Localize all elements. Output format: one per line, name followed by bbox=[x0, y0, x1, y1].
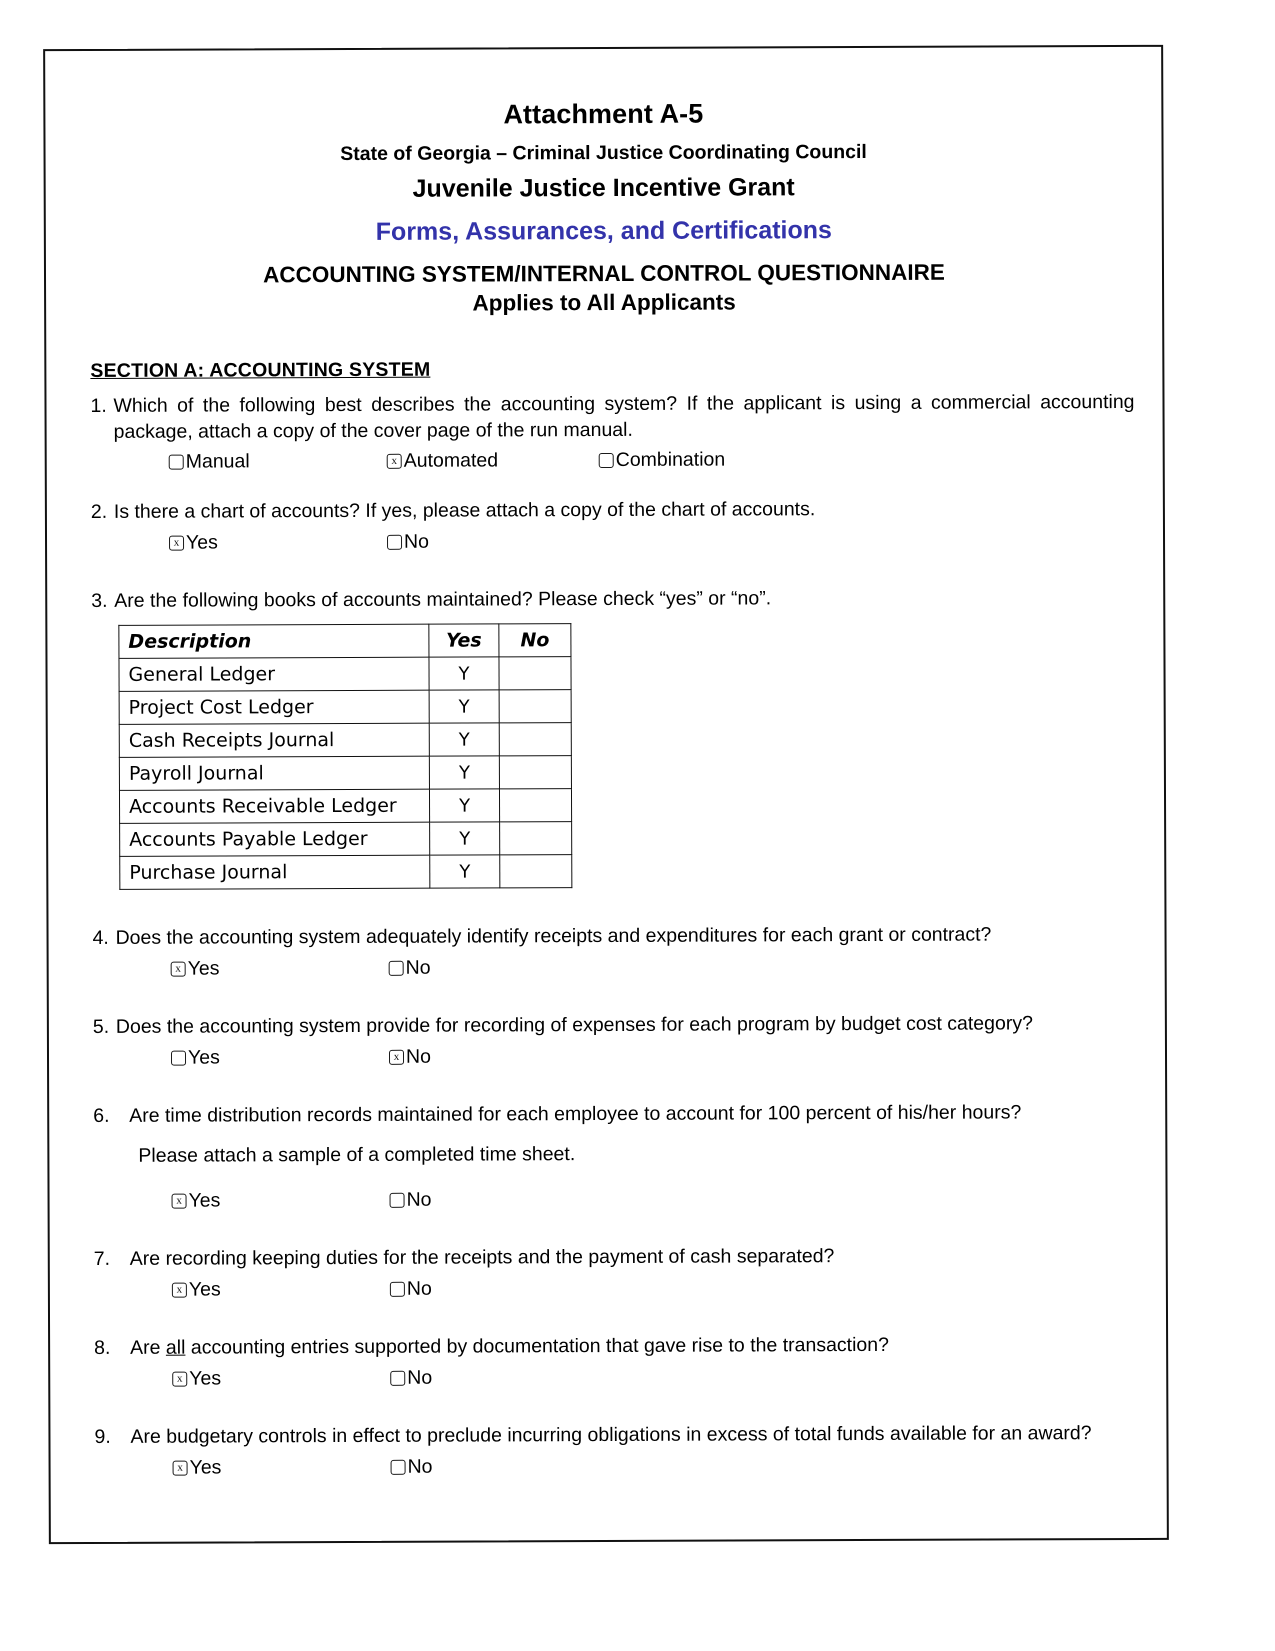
table-row bbox=[120, 822, 572, 857]
question-9-number: 9. bbox=[94, 1425, 111, 1448]
table-row bbox=[119, 723, 571, 758]
checkbox-q8-no[interactable] bbox=[390, 1371, 405, 1386]
checkbox-q2-no[interactable] bbox=[387, 535, 402, 550]
option-manual[interactable] bbox=[169, 450, 387, 474]
option-no[interactable] bbox=[391, 1455, 603, 1479]
option-q2-yes-label: Yes bbox=[185, 531, 218, 554]
option-automated-label: Automated bbox=[403, 449, 499, 473]
questionnaire-title-line1: ACCOUNTING SYSTEM/INTERNAL CONTROL QUESTIONNAIRE bbox=[263, 259, 945, 288]
checkbox-q4-yes[interactable] bbox=[171, 962, 186, 977]
row-description: Purchase Journal bbox=[120, 855, 430, 889]
row-yes[interactable]: Y bbox=[430, 855, 500, 888]
questionnaire-title bbox=[68, 258, 1140, 320]
option-q4-no-label: No bbox=[405, 956, 431, 979]
table-row bbox=[119, 756, 571, 791]
option-q7-yes-label: Yes bbox=[188, 1278, 221, 1301]
option-yes[interactable] bbox=[171, 957, 389, 981]
question-6-text: Are time distribution records maintained for each employee to account for 100 percent of his/her hours? bbox=[129, 1101, 1022, 1127]
row-description: Project Cost Ledger bbox=[119, 690, 429, 724]
option-q5-yes-label: Yes bbox=[187, 1046, 220, 1069]
option-yes[interactable] bbox=[173, 1456, 391, 1480]
checkbox-q5-no[interactable] bbox=[389, 1050, 404, 1065]
row-description: Accounts Receivable Ledger bbox=[119, 789, 429, 823]
checkbox-combination[interactable] bbox=[599, 453, 614, 468]
question-7 bbox=[94, 1243, 1138, 1273]
question-1 bbox=[90, 390, 1134, 446]
row-yes[interactable]: Y bbox=[429, 789, 499, 822]
column-header-yes: Yes bbox=[429, 624, 499, 657]
question-8-text-before: Are bbox=[130, 1336, 166, 1359]
question-8 bbox=[94, 1332, 1138, 1362]
question-2-number: 2. bbox=[90, 501, 108, 524]
section-a-heading: SECTION A: ACCOUNTING SYSTEM bbox=[90, 358, 431, 382]
option-no[interactable] bbox=[390, 1277, 602, 1301]
questionnaire-title-line2: Applies to All Applicants bbox=[472, 289, 736, 316]
column-header-description: Description bbox=[119, 624, 429, 658]
agency-line: State of Georgia – Criminal Justice Coordinating Council bbox=[340, 140, 867, 166]
option-yes[interactable] bbox=[172, 1278, 390, 1302]
question-4-text: Does the accounting system adequately identify receipts and expenditures for each grant or contract? bbox=[115, 923, 992, 950]
option-q6-yes-label: Yes bbox=[188, 1189, 221, 1212]
row-yes[interactable]: Y bbox=[429, 690, 499, 723]
question-3-number: 3. bbox=[91, 590, 108, 613]
option-yes[interactable] bbox=[171, 1046, 389, 1070]
row-no[interactable] bbox=[499, 723, 571, 756]
option-combination[interactable] bbox=[599, 449, 726, 472]
question-1-text: Which of the following best describes the accounting system? If the applicant is using a commercial accounting package, attach a copy of the cover page of the run manual. bbox=[113, 390, 1135, 443]
question-7-text: Are recording keeping duties for the receipts and the payment of cash separated? bbox=[129, 1245, 835, 1270]
option-manual-label: Manual bbox=[185, 450, 250, 474]
form-body bbox=[68, 356, 1144, 1480]
checkbox-manual[interactable] bbox=[169, 455, 184, 470]
row-yes[interactable]: Y bbox=[430, 822, 500, 855]
checkbox-q5-yes[interactable] bbox=[171, 1051, 186, 1066]
checkbox-q6-no[interactable] bbox=[390, 1193, 405, 1208]
question-7-number: 7. bbox=[93, 1247, 111, 1270]
question-6-number: 6. bbox=[93, 1105, 110, 1128]
option-q6-no-label: No bbox=[406, 1188, 432, 1211]
question-2-text: Is there a chart of accounts? If yes, please attach a copy of the chart of accounts. bbox=[113, 498, 816, 524]
table-row bbox=[119, 657, 571, 692]
question-9-text: Are budgetary controls in effect to preclude incurring obligations in excess of total funds available for an award? bbox=[130, 1421, 1092, 1448]
option-q8-yes-label: Yes bbox=[189, 1367, 222, 1390]
row-yes[interactable]: Y bbox=[429, 657, 499, 690]
row-description: Accounts Payable Ledger bbox=[120, 822, 430, 856]
option-yes[interactable] bbox=[169, 531, 387, 555]
question-8-text bbox=[124, 1332, 1138, 1362]
row-yes[interactable]: Y bbox=[429, 756, 499, 789]
question-9-options bbox=[95, 1453, 1139, 1480]
question-3 bbox=[91, 585, 1135, 615]
option-q9-no-label: No bbox=[407, 1455, 433, 1478]
checkbox-q9-yes[interactable] bbox=[173, 1460, 188, 1475]
option-q5-no-label: No bbox=[405, 1045, 431, 1068]
question-4 bbox=[93, 922, 1137, 952]
option-yes[interactable] bbox=[172, 1189, 390, 1213]
table-row bbox=[119, 789, 571, 824]
row-no[interactable] bbox=[500, 822, 572, 855]
question-8-emphasis: all bbox=[165, 1336, 186, 1359]
checkbox-q6-yes[interactable] bbox=[172, 1194, 187, 1209]
checkbox-q4-no[interactable] bbox=[389, 961, 404, 976]
question-4-number: 4. bbox=[92, 927, 109, 950]
table-row bbox=[120, 855, 572, 890]
row-description: Cash Receipts Journal bbox=[119, 723, 429, 757]
question-8-number: 8. bbox=[94, 1336, 111, 1359]
question-5-text: Does the accounting system provide for recording of expenses for each program by budget cost category? bbox=[115, 1012, 1033, 1039]
attachment-title: Attachment A-5 bbox=[503, 98, 704, 130]
option-q7-no-label: No bbox=[406, 1277, 432, 1300]
row-no[interactable] bbox=[499, 789, 571, 822]
question-2 bbox=[91, 496, 1135, 526]
row-no[interactable] bbox=[499, 657, 571, 690]
row-yes[interactable]: Y bbox=[429, 723, 499, 756]
books-of-accounts-table bbox=[118, 623, 572, 890]
checkbox-q2-yes[interactable] bbox=[169, 536, 184, 551]
question-6-subtext: Please attach a sample of a completed time sheet. bbox=[138, 1143, 576, 1167]
option-no[interactable] bbox=[390, 1366, 602, 1390]
grant-title: Juvenile Justice Incentive Grant bbox=[412, 173, 795, 203]
question-1-number: 1. bbox=[90, 394, 107, 417]
question-5-number: 5. bbox=[92, 1016, 110, 1039]
option-no[interactable] bbox=[389, 1045, 601, 1069]
row-description: Payroll Journal bbox=[119, 756, 429, 790]
option-no[interactable] bbox=[387, 530, 599, 554]
column-header-no: No bbox=[499, 624, 571, 657]
option-automated[interactable] bbox=[387, 449, 599, 473]
question-3-text: Are the following books of accounts maintained? Please check “yes” or “no”. bbox=[114, 587, 772, 613]
checkbox-q8-yes[interactable] bbox=[172, 1371, 187, 1386]
row-no[interactable] bbox=[499, 690, 571, 723]
option-no[interactable] bbox=[389, 956, 601, 980]
question-9 bbox=[94, 1421, 1138, 1451]
question-8-text-after: accounting entries supported by documentation that gave rise to the transaction? bbox=[185, 1333, 889, 1359]
table-header-row bbox=[119, 624, 571, 659]
forms-assurances-title: Forms, Assurances, and Certifications bbox=[375, 216, 832, 246]
question-6 bbox=[93, 1100, 1137, 1170]
row-no[interactable] bbox=[500, 855, 572, 888]
option-q4-yes-label: Yes bbox=[187, 957, 220, 980]
checkbox-automated[interactable] bbox=[387, 454, 402, 469]
row-description: General Ledger bbox=[119, 657, 429, 691]
option-q2-no-label: No bbox=[403, 531, 430, 554]
row-no[interactable] bbox=[499, 756, 571, 789]
books-of-accounts-table-wrap bbox=[91, 621, 1136, 890]
option-q8-no-label: No bbox=[407, 1366, 433, 1389]
document-page bbox=[43, 45, 1169, 1544]
checkbox-q7-yes[interactable] bbox=[172, 1283, 187, 1298]
checkbox-q7-no[interactable] bbox=[390, 1282, 405, 1297]
document-header bbox=[67, 97, 1140, 320]
table-row bbox=[119, 690, 571, 725]
checkbox-q9-no[interactable] bbox=[391, 1460, 406, 1475]
option-no[interactable] bbox=[390, 1188, 602, 1212]
option-q9-yes-label: Yes bbox=[189, 1456, 222, 1479]
option-yes[interactable] bbox=[172, 1367, 390, 1391]
question-5 bbox=[93, 1011, 1137, 1041]
option-combination-label: Combination bbox=[615, 448, 726, 472]
